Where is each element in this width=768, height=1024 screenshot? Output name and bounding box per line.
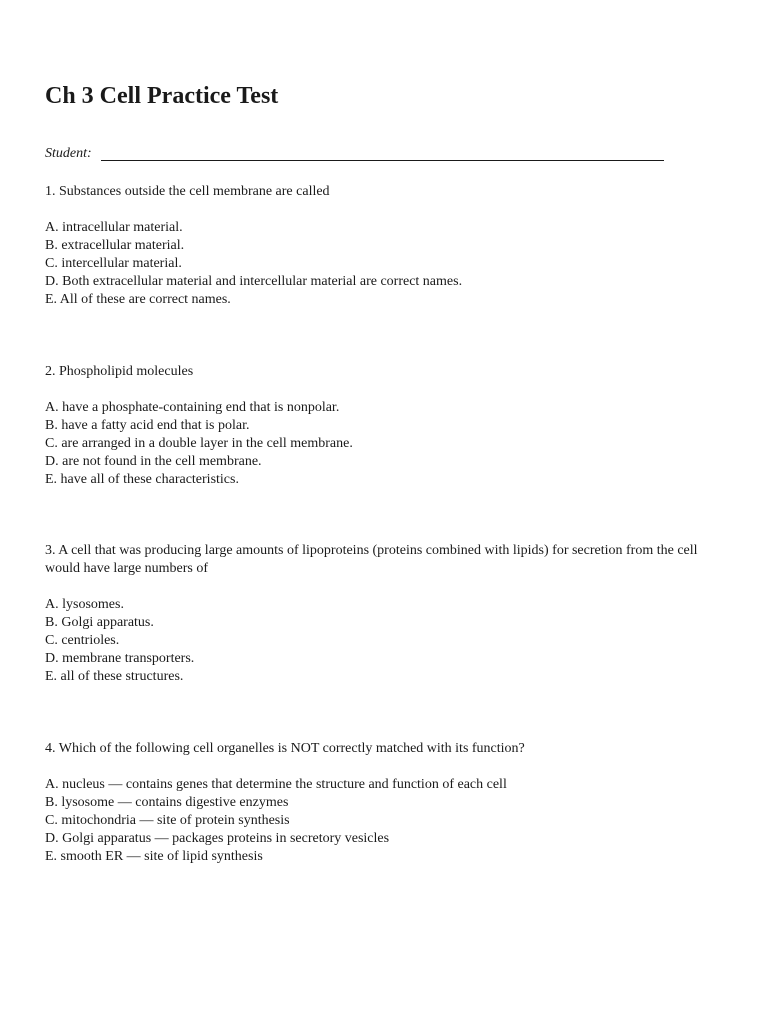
question-3: [45, 542, 735, 686]
answer-option-e: E. all of these structures.: [45, 669, 184, 684]
answer-option-a: A. have a phosphate-containing end that is nonpolar.: [45, 400, 340, 415]
student-name-blank-line: [101, 160, 664, 161]
answer-option-a: A. nucleus — contains genes that determine the structure and function of each cell: [45, 777, 507, 792]
question-stem: 4. Which of the following cell organelles is NOT correctly matched with its function?: [45, 741, 525, 756]
question-4: [45, 740, 735, 866]
answer-option-d: D. Golgi apparatus — packages proteins in secretory vesicles: [45, 831, 390, 846]
question-1: [45, 183, 735, 309]
answer-option-b: B. extracellular material.: [45, 238, 185, 253]
answer-option-a: A. intracellular material.: [45, 220, 183, 235]
answer-option-b: B. have a fatty acid end that is polar.: [45, 418, 250, 433]
student-label: Student:: [45, 146, 92, 161]
answer-option-e: E. smooth ER — site of lipid synthesis: [45, 849, 263, 864]
question-stem: 2. Phospholipid molecules: [45, 364, 194, 379]
answer-option-e: E. All of these are correct names.: [45, 292, 231, 307]
answer-option-b: B. Golgi apparatus.: [45, 615, 154, 630]
page-title: Ch 3 Cell Practice Test: [45, 83, 279, 109]
answer-option-a: A. lysosomes.: [45, 597, 124, 612]
answer-option-c: C. centrioles.: [45, 633, 120, 648]
student-name-row: [45, 146, 92, 162]
answer-option-c: C. are arranged in a double layer in the cell membrane.: [45, 436, 353, 451]
answer-option-d: D. are not found in the cell membrane.: [45, 454, 262, 469]
question-stem: 3. A cell that was producing large amounts of lipoproteins (proteins combined with lipids) for secretion from the cell would have large numbers of: [45, 543, 698, 576]
answer-option-e: E. have all of these characteristics.: [45, 472, 239, 487]
question-2: [45, 363, 735, 489]
answer-option-b: B. lysosome — contains digestive enzymes: [45, 795, 289, 810]
answer-option-d: D. membrane transporters.: [45, 651, 195, 666]
question-stem: 1. Substances outside the cell membrane are called: [45, 184, 330, 199]
answer-option-c: C. intercellular material.: [45, 256, 182, 271]
answer-option-d: D. Both extracellular material and intercellular material are correct names.: [45, 274, 463, 289]
answer-option-c: C. mitochondria — site of protein synthesis: [45, 813, 290, 828]
